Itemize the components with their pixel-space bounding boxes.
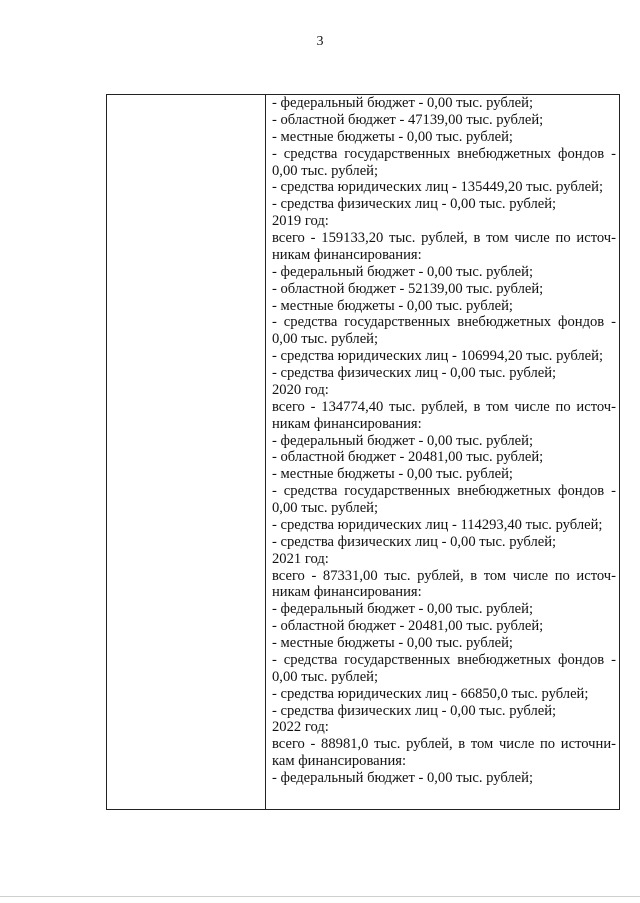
text-line: - средства физических лиц - 0,00 тыс. рублей; [272, 196, 557, 213]
text-line: 0,00 тыс. рублей; [272, 162, 379, 179]
text-line: всего - 87331,00 тыс. рублей, в том числе по источ- [272, 567, 616, 584]
text-line: - местные бюджеты - 0,00 тыс. рублей; [272, 635, 513, 651]
text-line: - федеральный бюджет - 0,00 тыс. рублей; [272, 601, 534, 618]
text-line: 0,00 тыс. рублей; [272, 500, 379, 516]
text-line: - средства юридических лиц - 135449,20 тыс. рублей; [272, 179, 604, 196]
text-line: 2020 год: [272, 381, 329, 398]
document-table [106, 94, 620, 810]
text-line: - средства юридических лиц - 66850,0 тыс. рублей; [272, 685, 589, 702]
text-line: - средства физических лиц - 0,00 тыс. рублей; [272, 702, 557, 719]
page-bottom-edge [0, 896, 640, 897]
text-line: - средства юридических лиц - 114293,40 тыс. рублей; [272, 516, 603, 533]
table-left-cell [107, 95, 266, 809]
text-line: 2019 год: [272, 213, 329, 230]
text-line: - областной бюджет - 47139,00 тыс. рублей; [272, 111, 544, 128]
text-line: - средства государственных внебюджетных фондов - [272, 651, 616, 668]
text-line: 2022 год: [272, 719, 329, 736]
text-line: - федеральный бюджет - 0,00 тыс. рублей; [272, 263, 534, 280]
text-line: - федеральный бюджет - 0,00 тыс. рублей; [272, 95, 534, 111]
table-right-cell [266, 95, 619, 809]
page-number: 3 [316, 34, 324, 49]
text-line: - средства физических лиц - 0,00 тыс. рублей; [272, 365, 557, 381]
text-line: - средства физических лиц - 0,00 тыс. рублей; [272, 533, 557, 550]
text-line: никам финансирования: [272, 584, 422, 601]
text-line: всего - 88981,0 тыс. рублей, в том числе по источни- [272, 736, 616, 753]
text-line: - местные бюджеты - 0,00 тыс. рублей; [272, 466, 513, 483]
text-line: всего - 134774,40 тыс. рублей, в том числе по источ- [272, 398, 616, 415]
text-line: всего - 159133,20 тыс. рублей, в том числе по источ- [272, 230, 616, 246]
text-line: - средства государственных внебюджетных фондов - [272, 145, 616, 162]
text-line: 0,00 тыс. рублей; [272, 331, 379, 348]
text-line: никам финансирования: [272, 415, 422, 432]
text-line: кам финансирования: [272, 753, 407, 770]
text-line: - местные бюджеты - 0,00 тыс. рублей; [272, 128, 513, 145]
text-line: - областной бюджет - 52139,00 тыс. рублей; [272, 280, 544, 297]
text-line: - местные бюджеты - 0,00 тыс. рублей; [272, 297, 513, 314]
text-line: - средства юридических лиц - 106994,20 тыс. рублей; [272, 348, 604, 365]
text-line: 0,00 тыс. рублей; [272, 668, 379, 685]
text-line: 2021 год: [272, 550, 329, 567]
text-line: - средства государственных внебюджетных фондов - [272, 314, 616, 331]
text-line: - областной бюджет - 20481,00 тыс. рублей; [272, 618, 544, 635]
text-line: - областной бюджет - 20481,00 тыс. рублей; [272, 449, 544, 466]
text-line: - средства государственных внебюджетных фондов - [272, 483, 616, 500]
text-line: - федеральный бюджет - 0,00 тыс. рублей; [272, 432, 534, 449]
text-line: никам финансирования: [272, 246, 422, 263]
text-line: - федеральный бюджет - 0,00 тыс. рублей; [272, 770, 534, 786]
